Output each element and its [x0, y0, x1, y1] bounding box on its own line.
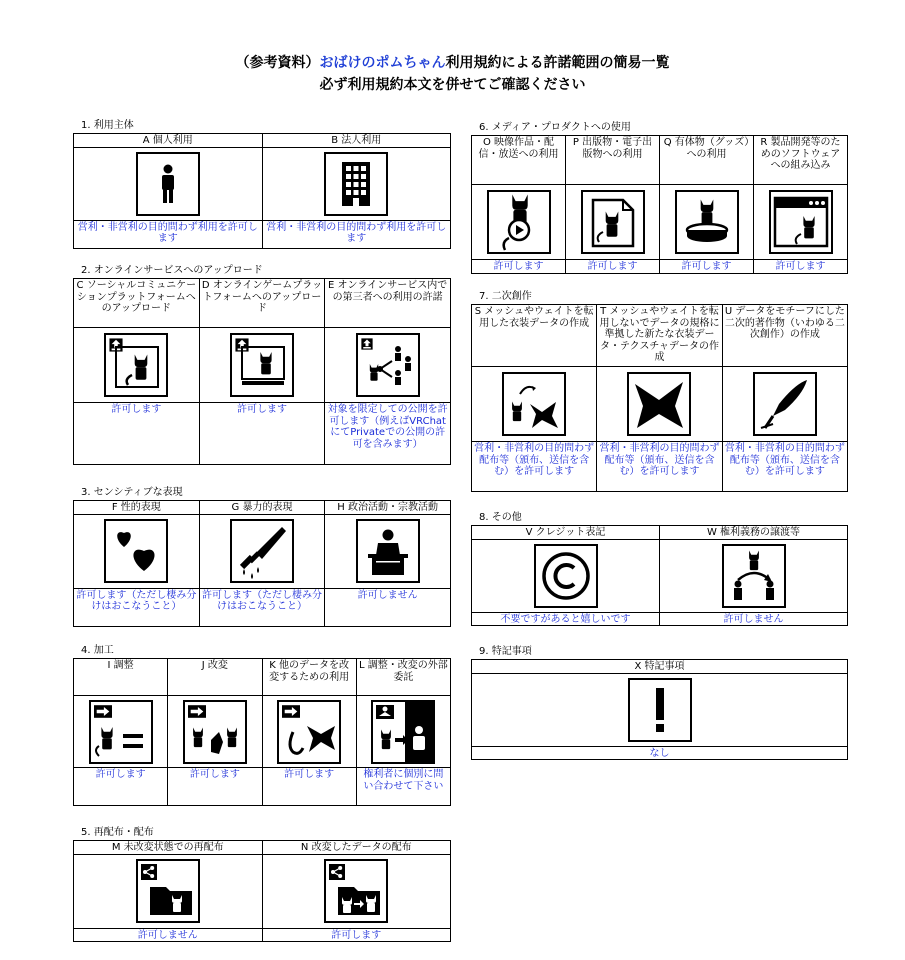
result-W: 許可しません — [660, 612, 848, 626]
label-I: I 調整 — [74, 659, 168, 696]
result-F: 許可します（ただし棲み分けはおこなうこと） — [74, 588, 200, 626]
result-J: 許可します — [168, 768, 262, 806]
result-D: 許可します — [199, 403, 325, 465]
section-title: 1. 利用主体 — [81, 120, 134, 131]
result-T: 営利・非営利の目的問わず配布等（頒布、送信を含む）を許可します — [597, 442, 722, 492]
label-J: J 改変 — [168, 659, 262, 696]
new-costume-icon — [627, 372, 691, 436]
label-W: W 権利義務の譲渡等 — [660, 526, 848, 540]
label-D: D オンラインゲームプラットフォームへのアップロード — [199, 279, 325, 328]
redistribute-icon — [136, 859, 200, 923]
result-I: 許可します — [74, 768, 168, 806]
section-title: 8. その他 — [479, 512, 522, 523]
section-processing — [73, 644, 451, 806]
label-A: A 個人利用 — [74, 134, 263, 148]
result-Q: 許可します — [660, 260, 754, 274]
result-G: 許可します（ただし棲み分けはおこなうこと） — [199, 588, 325, 626]
label-X: X 特記事項 — [472, 660, 848, 674]
section-title: 7. 二次創作 — [479, 291, 532, 302]
transfer-icon — [722, 544, 786, 608]
result-S: 営利・非営利の目的問わず配布等（頒布、送信を含む）を許可します — [472, 442, 597, 492]
section-title: 6. メディア・プロダクトへの使用 — [479, 122, 631, 133]
section-derivative-works — [471, 290, 848, 492]
label-F: F 性的表現 — [74, 501, 200, 515]
section-special-notes — [471, 645, 848, 760]
upload-game-icon — [230, 333, 294, 397]
section-title: 4. 加工 — [81, 645, 114, 656]
result-C: 許可します — [74, 403, 200, 465]
result-B: 営利・非営利の目的問わず利用を許可します — [262, 220, 451, 248]
label-R: R 製品開発等のためのソフトウェアへの組み込み — [754, 136, 848, 185]
label-E: E オンラインサービス内での第三者への利用の許諾 — [325, 279, 451, 328]
share-third-party-icon — [356, 333, 420, 397]
result-R: 許可します — [754, 260, 848, 274]
result-E: 対象を限定しての公開を許可します（例えばVRChatにてPrivateでの公開の許可を含みます） — [325, 403, 451, 465]
result-P: 許可します — [566, 260, 660, 274]
label-B: B 法人利用 — [262, 134, 451, 148]
label-K: K 他のデータを改変するための利用 — [262, 659, 356, 696]
exclamation-icon — [628, 678, 692, 742]
label-L: L 調整・改変の外部委託 — [356, 659, 450, 696]
knife-icon — [230, 519, 294, 583]
outsource-icon — [371, 700, 435, 764]
page-title-line1: （参考資料）おばけのポムちゃん利用規約による許諾範囲の簡易一覧 — [235, 55, 670, 71]
podium-icon — [356, 519, 420, 583]
result-X: なし — [472, 746, 848, 760]
label-G: G 暴力的表現 — [199, 501, 325, 515]
result-H: 許可しません — [325, 588, 451, 626]
section-sensitive — [73, 486, 451, 627]
section-usage-subject — [73, 119, 451, 249]
section-media-products — [471, 121, 848, 274]
result-O: 許可します — [472, 260, 566, 274]
hearts-icon — [104, 519, 168, 583]
label-M: M 未改変状態での再配布 — [74, 841, 263, 855]
goods-icon — [675, 190, 739, 254]
label-H: H 政治活動・宗教活動 — [325, 501, 451, 515]
label-Q: Q 有体物（グッズ）への利用 — [660, 136, 754, 185]
section-title: 2. オンラインサービスへのアップロード — [81, 265, 263, 276]
person-icon — [136, 152, 200, 216]
modify-icon — [183, 700, 247, 764]
publication-icon — [581, 190, 645, 254]
pen-icon — [753, 372, 817, 436]
page-title-line2: 必ず利用規約本文を併せてご確認ください — [319, 77, 586, 93]
result-N: 許可します — [262, 928, 451, 942]
section-online-upload — [73, 264, 451, 465]
distribute-modified-icon — [324, 859, 388, 923]
label-U: U データをモチーフにした二次的著作物（いわゆる二次創作）の作成 — [722, 305, 847, 367]
label-C: C ソーシャルコミュニケーションプラットフォームへのアップロード — [74, 279, 200, 328]
section-other — [471, 511, 848, 626]
label-S: S メッシュやウェイトを転用した衣装データの作成 — [472, 305, 597, 367]
result-K: 許可します — [262, 768, 356, 806]
costume-mesh-icon — [502, 372, 566, 436]
label-P: P 出版物・電子出版物への利用 — [566, 136, 660, 185]
software-icon — [769, 190, 833, 254]
adjust-icon — [89, 700, 153, 764]
use-for-modify-icon — [277, 700, 341, 764]
label-V: V クレジット表記 — [472, 526, 660, 540]
result-U: 営利・非営利の目的問わず配布等（頒布、送信を含む）を許可します — [722, 442, 847, 492]
section-title: 3. センシティブな表現 — [81, 487, 183, 498]
upload-sns-icon — [104, 333, 168, 397]
label-O: O 映像作品・配信・放送への利用 — [472, 136, 566, 185]
section-title: 5. 再配布・配布 — [81, 827, 154, 838]
building-icon — [324, 152, 388, 216]
result-V: 不要ですがあると嬉しいです — [472, 612, 660, 626]
result-L: 権利者に個別に問い合わせて下さい — [356, 768, 450, 806]
section-title: 9. 特記事項 — [479, 646, 532, 657]
label-T: T メッシュやウェイトを転用しないでデータの規格に準拠した新たな衣装データ・テクスチャデータの作成 — [597, 305, 722, 367]
section-redistribution — [73, 826, 451, 942]
copyright-icon — [534, 544, 598, 608]
label-N: N 改変したデータの配布 — [262, 841, 451, 855]
video-icon — [487, 190, 551, 254]
result-M: 許可しません — [74, 928, 263, 942]
result-A: 営利・非営利の目的問わず利用を許可します — [74, 220, 263, 248]
